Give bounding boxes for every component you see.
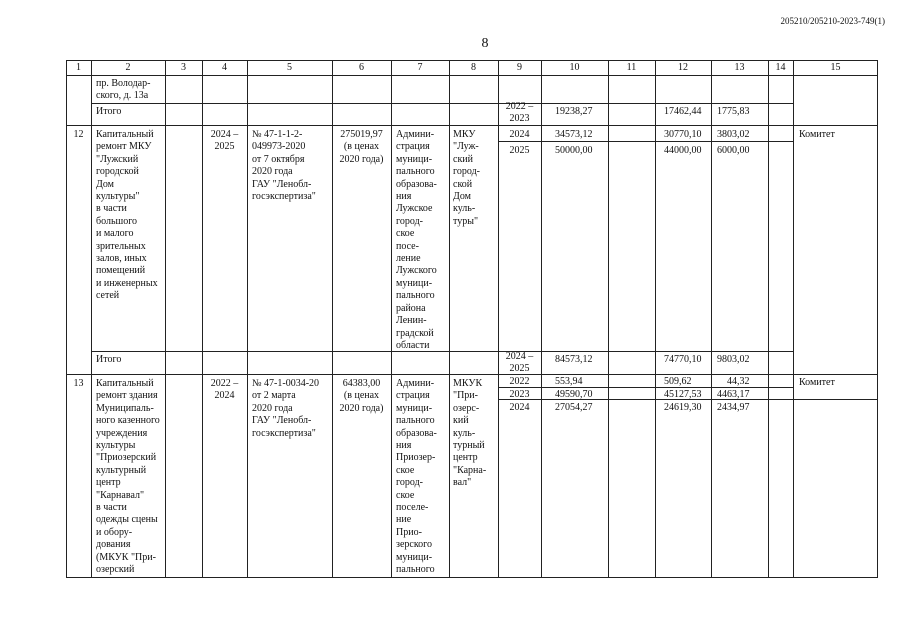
row-12-2025-col10: 50000,00 [555,145,593,156]
row-12-number: 12 [73,129,84,140]
row-12-2024-col12: 30770,10 [664,129,702,140]
continued-total-col10: 19238,27 [555,106,593,117]
column-header-6: 6 [359,62,364,73]
row-13-cost: 64383,00 (в ценах 2020 года) [339,378,384,414]
row-12-total-years: 2024 – 2025 [505,351,534,375]
row-13-expertise: № 47-1-0034-20 от 2 марта 2020 года ГАУ "Ленобл- госэкспертиза" [252,378,320,439]
row-12-recipient: МКУ "Луж- ский город- ской Дом куль- туры" [453,129,480,227]
column-header-14: 14 [775,62,786,73]
row-13-year-2024: 2024 [509,402,530,413]
data-table [66,60,878,578]
row-12-total-col13: 9803,02 [717,354,750,365]
row-13-2022-col13: 44,32 [727,376,750,387]
row-13-2022-col12: 509,62 [664,376,692,387]
row-13-2024-col12: 24619,30 [664,402,702,413]
row-13-2023-col10: 49590,70 [555,389,593,400]
page-number: 8 [481,36,489,51]
column-header-8: 8 [471,62,476,73]
column-header-3: 3 [181,62,186,73]
continued-total-col12: 17462,44 [664,106,702,117]
row-12-cost: 275019,97 (в ценах 2020 года) [339,129,384,165]
row-13-recipient: МКУК "При- озерс- кий куль- турный центр "Карна- вал" [453,378,487,489]
row-12-total-col12: 74770,10 [664,354,702,365]
row-12-responsible: Комитет [799,129,835,140]
row-13-object-name: Капитальный ремонт здания Муниципаль- ного казенного учреждения культуры "Приозерский культурный центр "Карнавал" в части одежды сцены и обору- дования (МКУК "При- озерский [96,378,160,576]
row-13-customer: Админи- страция муници- пального образова- ния Приозер- ское город- ское поселе- ние Прио- зерского муници- пального [396,378,437,576]
row-12-total-label: Итого [96,354,122,365]
row-13-2022-col10: 553,94 [555,376,583,387]
row-13-number: 13 [73,378,84,389]
row-12-year-2024: 2024 [509,129,530,140]
row-13-responsible: Комитет [799,377,835,388]
column-header-10: 10 [569,62,580,73]
row-13-2024-col10: 27054,27 [555,402,593,413]
continued-total-years: 2022 – 2023 [505,101,534,125]
row-12-2024-col10: 34573,12 [555,129,593,140]
column-header-1: 1 [76,62,81,73]
row-12-period: 2024 – 2025 [210,129,239,153]
column-header-13: 13 [734,62,745,73]
continued-total-col13: 1775,83 [717,106,750,117]
document-id: 205210/205210-2023-749(1) [780,16,885,26]
row-13-year-2023: 2023 [509,389,530,400]
row-13-2023-col13: 4463,17 [717,389,750,400]
column-header-2: 2 [125,62,131,73]
row-13-2024-col13: 2434,97 [717,402,750,413]
row-13-2023-col12: 45127,53 [664,389,702,400]
continued-total-label: Итого [96,106,122,117]
row-13-year-2022: 2022 [509,376,530,387]
column-header-4: 4 [222,62,227,73]
column-header-7: 7 [417,62,423,73]
column-header-5: 5 [287,62,292,73]
row-12-2025-col12: 44000,00 [664,145,702,156]
row-12-2025-col13: 6000,00 [717,145,750,156]
column-header-11: 11 [626,62,637,73]
row-13-period: 2022 – 2024 [210,378,239,402]
column-header-15: 15 [830,62,841,73]
continued-object-name: пр. Володар- ского, д. 13а [96,78,151,102]
row-12-expertise: № 47-1-1-2- 049973-2020 от 7 октября 2020 года ГАУ "Ленобл- госэкспертиза" [252,129,316,203]
column-header-9: 9 [517,62,522,73]
column-header-12: 12 [678,62,688,73]
row-12-object-name: Капитальный ремонт МКУ "Лужский городской Дом культуры" в части большого и малого зрительных залов, иных помещений и инженерных сетей [96,129,158,302]
row-12-total-col10: 84573,12 [555,354,593,365]
row-12-customer: Админи- страция муници- пального образова- ния Лужское город- ское посе- ление Лужского муници- пального района Ленин- градской области [396,129,437,351]
row-12-year-2025: 2025 [509,145,530,156]
row-12-2024-col13: 3803,02 [717,129,750,140]
